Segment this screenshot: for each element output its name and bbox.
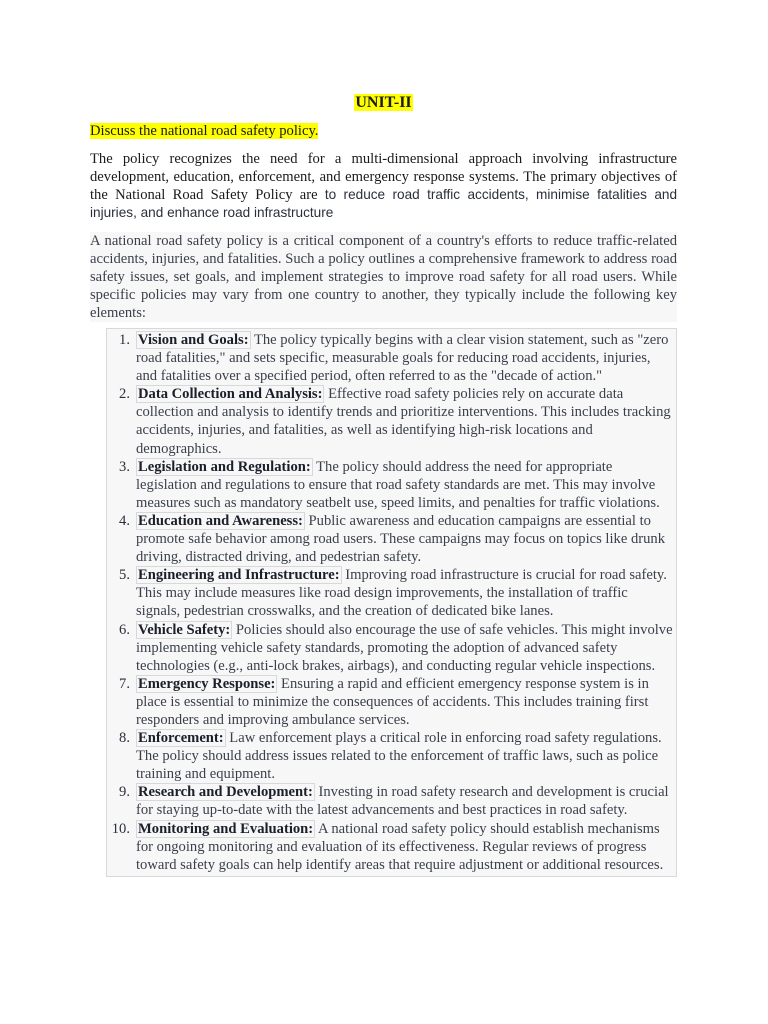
key-elements-list	[106, 328, 677, 877]
list-item-term: Data Collection and Analysis:	[138, 386, 323, 403]
unit-title	[90, 92, 677, 114]
list-item-body	[136, 783, 674, 819]
list-item	[107, 331, 674, 385]
list-item-text: Improving road infrastructure is crucial for road safety. This may include measures like road design improvements, the installation of traffic signals, pedestrian crosswalks, and the creation of dedicated bike lanes.	[136, 567, 667, 620]
list-item	[107, 512, 674, 566]
list-item-text: Law enforcement plays a critical role in enforcing road safety regulations. The policy should address issues related to the enforcement of traffic laws, such as police training and equipment.	[136, 730, 662, 783]
list-item-text: The policy should address the need for appropriate legislation and regulations to ensure that road safety standards are met. This may involve measures such as mandatory seatbelt use, speed limits, and penalties for traffic violations.	[136, 458, 660, 511]
list-item-text: Policies should also encourage the use of safe vehicles. This might involve implementing vehicle safety standards, promoting the adoption of advanced safety technologies (e.g., anti-lock brakes, airbags), and conducting regular vehicle inspections.	[136, 621, 673, 674]
list-item-body	[136, 385, 674, 457]
list-item-term: Education and Awareness:	[138, 512, 303, 529]
list-item-number: 2.	[119, 386, 130, 403]
list-item-term: Emergency Response:	[138, 675, 276, 692]
list-item	[107, 385, 674, 457]
list-item	[107, 621, 674, 675]
list-item-term: Engineering and Infrastructure:	[138, 567, 340, 584]
list-item-number: 7.	[119, 675, 130, 692]
list-item-body	[136, 675, 674, 729]
list-item	[107, 729, 674, 783]
list-item	[107, 820, 674, 874]
unit-title-text: UNIT-II	[355, 94, 412, 111]
list-item-number: 8.	[119, 730, 130, 747]
list-item-body	[136, 512, 674, 566]
intro-objectives-text: to reduce road traffic accidents, minimise fatalities and injuries, and enhance road infrastructure	[90, 187, 677, 220]
list-item-body	[136, 458, 674, 512]
list-item-body	[136, 566, 674, 620]
list-item-text: Investing in road safety research and development is crucial for staying up-to-date with the latest advancements and best practices in road safety.	[136, 784, 669, 819]
list-item-text: The policy typically begins with a clear vision statement, such as "zero road fatalities," and sets specific, measurable goals for reducing road accidents, injuries, and fatalities over a specified period, often referred to as the "decade of action."	[136, 332, 669, 385]
list-item-text: Effective road safety policies rely on accurate data collection and analysis to identify trends and prioritize interventions. This includes tracking accidents, injuries, and fatalities, as well as identifying high-risk locations and demographics.	[136, 386, 671, 457]
intro-paragraph	[90, 150, 677, 222]
list-item-term: Vehicle Safety:	[138, 621, 231, 638]
list-item-number: 10.	[111, 820, 130, 837]
list-item-number: 1.	[119, 332, 130, 348]
intro-text: The policy recognizes the need for a multi-dimensional approach involving infrastructure development, education, enforcement, and emergency response systems. The primary objectives of the National Road Safety Policy are	[90, 151, 677, 203]
list-item-number: 3.	[119, 458, 130, 475]
overview-paragraph: A national road safety policy is a critical component of a country's efforts to reduce traffic-related accidents, injuries, and fatalities. Such a policy outlines a comprehensive framework to address road safety issues, set goals, and implement strategies to improve road safety for all road users. While specific policies may vary from one country to another, they typically include the following key elements:	[90, 233, 677, 321]
list-item-body	[136, 331, 674, 385]
list-item	[107, 566, 674, 620]
list-item-number: 9.	[119, 784, 130, 801]
question-text: Discuss the national road safety policy.	[90, 123, 319, 139]
list-item-text: Public awareness and education campaigns are essential to promote safe behavior among road users. These campaigns may focus on topics like drunk driving, distracted driving, and pedestrian safety.	[136, 512, 666, 566]
list-item	[107, 675, 674, 729]
list-item-number: 6.	[119, 621, 130, 638]
list-item-body	[136, 729, 674, 783]
list-item-text: A national road safety policy should establish mechanisms for ongoing monitoring and evaluation of its effectiveness. Regular reviews of progress toward safety goals can help identify areas that require adjustment or additional resources.	[136, 820, 664, 873]
list-item-text: Ensuring a rapid and efficient emergency response system is in place is essential to minimize the consequences of accidents. This includes training first responders and improving ambulance services.	[136, 675, 649, 728]
list-item-term: Enforcement:	[138, 730, 224, 747]
list-item	[107, 458, 674, 512]
list-item-term: Legislation and Regulation:	[138, 458, 311, 475]
list-item-number: 4.	[119, 512, 130, 529]
question-heading	[90, 122, 677, 140]
list-item-body	[136, 621, 674, 675]
list-item-body	[136, 820, 674, 874]
document-page	[90, 92, 677, 877]
list-item	[107, 783, 674, 819]
list-item-number: 5.	[119, 567, 130, 584]
list-item-term: Vision and Goals:	[138, 332, 249, 348]
list-item-term: Monitoring and Evaluation:	[138, 820, 314, 837]
list-item-term: Research and Development:	[138, 784, 313, 801]
